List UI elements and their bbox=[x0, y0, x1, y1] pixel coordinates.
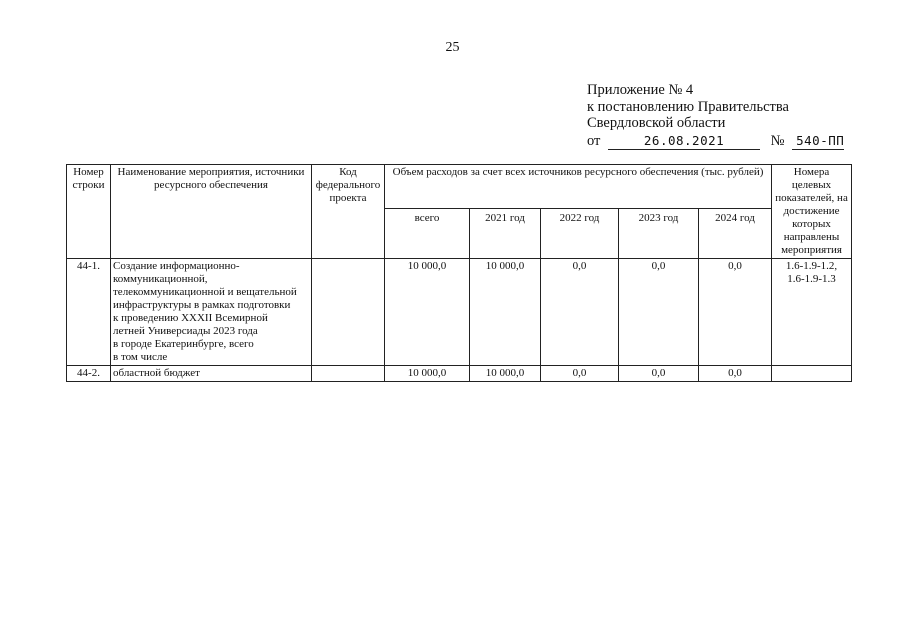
expenses-table bbox=[66, 164, 852, 382]
appendix-date-line bbox=[587, 133, 844, 151]
header-target-indicators: Номера целевых показателей, на достижение которых направлены мероприятия bbox=[772, 165, 852, 259]
table-row bbox=[67, 366, 852, 382]
row-project-code bbox=[312, 366, 385, 382]
header-2022: 2022 год bbox=[541, 209, 619, 259]
resolution-number: 540-ПП bbox=[792, 133, 844, 151]
target-line: 1.6-1.9-1.3 bbox=[787, 273, 836, 285]
header-expenses-group: Объем расходов за счет всех источников ресурсного обеспечения (тыс. рублей) bbox=[385, 165, 772, 209]
row-2023: 0,0 bbox=[619, 259, 699, 366]
row-target-indicators bbox=[772, 259, 852, 366]
resolution-date: 26.08.2021 bbox=[608, 133, 760, 151]
row-2023: 0,0 bbox=[619, 366, 699, 382]
row-total: 10 000,0 bbox=[385, 259, 470, 366]
number-prefix: № bbox=[770, 132, 785, 149]
appendix-region: Свердловской области bbox=[587, 115, 726, 131]
row-name-line: коммуникационной, bbox=[113, 273, 208, 285]
header-name: Наименование мероприятия, источники ресурсного обеспечения bbox=[111, 165, 312, 259]
row-project-code bbox=[312, 259, 385, 366]
row-name-line: летней Универсиады 2023 года bbox=[113, 325, 258, 337]
table-row bbox=[67, 259, 852, 366]
row-name-line: телекоммуникационной и вещательной bbox=[113, 286, 297, 298]
row-2021: 10 000,0 bbox=[470, 366, 541, 382]
appendix-block bbox=[587, 82, 844, 150]
page-number: 25 bbox=[445, 40, 460, 55]
header-total: всего bbox=[385, 209, 470, 259]
row-name bbox=[111, 259, 312, 366]
row-2021: 10 000,0 bbox=[470, 259, 541, 366]
row-2022: 0,0 bbox=[541, 366, 619, 382]
row-2024: 0,0 bbox=[699, 259, 772, 366]
header-2023: 2023 год bbox=[619, 209, 699, 259]
appendix-resolution: к постановлению Правительства bbox=[587, 98, 789, 115]
header-row-number: Номер строки bbox=[67, 165, 111, 259]
date-prefix: от bbox=[587, 132, 601, 149]
row-number: 44-2. bbox=[67, 366, 111, 382]
row-name-line: в том числе bbox=[113, 351, 168, 363]
target-line: 1.6-1.9-1.2, bbox=[785, 260, 838, 272]
row-name-line: к проведению XXXII Всемирной bbox=[113, 312, 268, 324]
row-number: 44-1. bbox=[67, 259, 111, 366]
row-name: областной бюджет bbox=[111, 366, 312, 382]
header-2021: 2021 год bbox=[470, 209, 541, 259]
header-row-1 bbox=[67, 165, 852, 209]
row-2022: 0,0 bbox=[541, 259, 619, 366]
row-2024: 0,0 bbox=[699, 366, 772, 382]
row-name-line: инфраструктуры в рамках подготовки bbox=[113, 299, 291, 311]
row-name-line: Создание информационно- bbox=[113, 260, 240, 272]
row-name-line: в городе Екатеринбурге, всего bbox=[113, 338, 254, 350]
header-2024: 2024 год bbox=[699, 209, 772, 259]
header-project-code: Код федерального проекта bbox=[312, 165, 385, 259]
appendix-title: Приложение № 4 bbox=[587, 82, 694, 98]
row-total: 10 000,0 bbox=[385, 366, 470, 382]
row-target-indicators bbox=[772, 366, 852, 382]
